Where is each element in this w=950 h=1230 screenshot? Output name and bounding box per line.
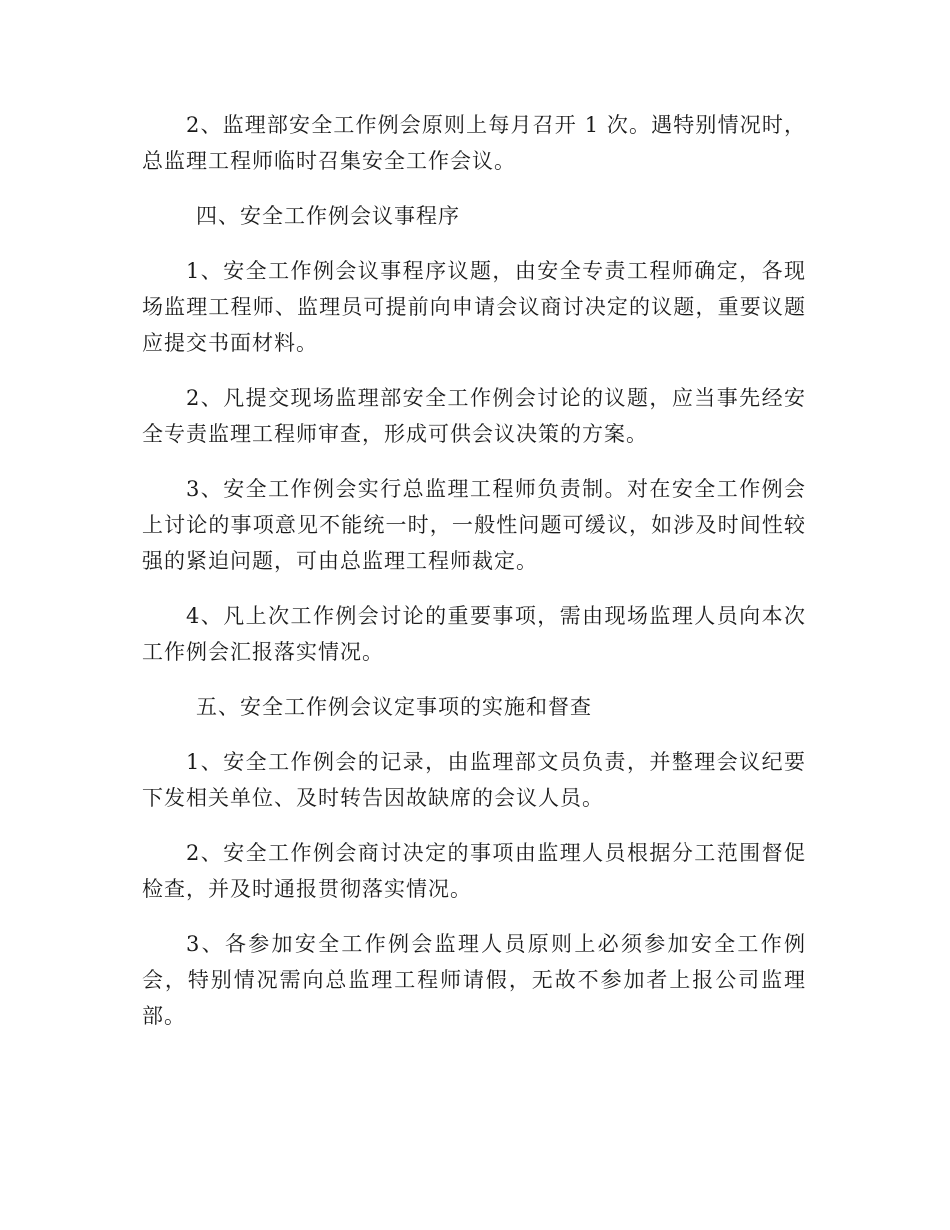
paragraph-procedure-responsibility: 3、安全工作例会实行总监理工程师负责制。对在安全工作例会上讨论的事项意见不能统一时，一般性问题可缓议，如涉及时间性较强的紧迫问题，可由总监理工程师裁定。	[142, 477, 806, 573]
paragraph-implementation-records: 1、安全工作例会的记录，由监理部文员负责，并整理会议纪要下发相关单位、及时转告因故缺席的会议人员。	[142, 750, 806, 810]
paragraph-implementation-supervision: 2、安全工作例会商讨决定的事项由监理人员根据分工范围督促检查，并及时通报贯彻落实情况。	[142, 841, 806, 901]
paragraph-procedure-topics: 1、安全工作例会议事程序议题，由安全专责工程师确定，各现场监理工程师、监理员可提前向申请会议商讨决定的议题，重要议题应提交书面材料。	[142, 259, 806, 355]
section-heading-implementation: 五、安全工作例会议定事项的实施和督查	[196, 695, 592, 719]
paragraph-meeting-frequency: 2、监理部安全工作例会原则上每月召开 1 次。遇特别情况时，总监理工程师临时召集安全工作会议。	[142, 113, 806, 173]
paragraph-implementation-attendance: 3、各参加安全工作例会监理人员原则上必须参加安全工作例会，特别情况需向总监理工程师请假，无故不参加者上报公司监理部。	[142, 932, 806, 1028]
document-body	[142, 107, 806, 1053]
paragraph-procedure-review: 2、凡提交现场监理部安全工作例会讨论的议题，应当事先经安全专责监理工程师审查，形成可供会议决策的方案。	[142, 386, 806, 446]
paragraph-procedure-report: 4、凡上次工作例会讨论的重要事项，需由现场监理人员向本次工作例会汇报落实情况。	[142, 604, 806, 664]
section-heading-procedure: 四、安全工作例会议事程序	[196, 204, 460, 228]
